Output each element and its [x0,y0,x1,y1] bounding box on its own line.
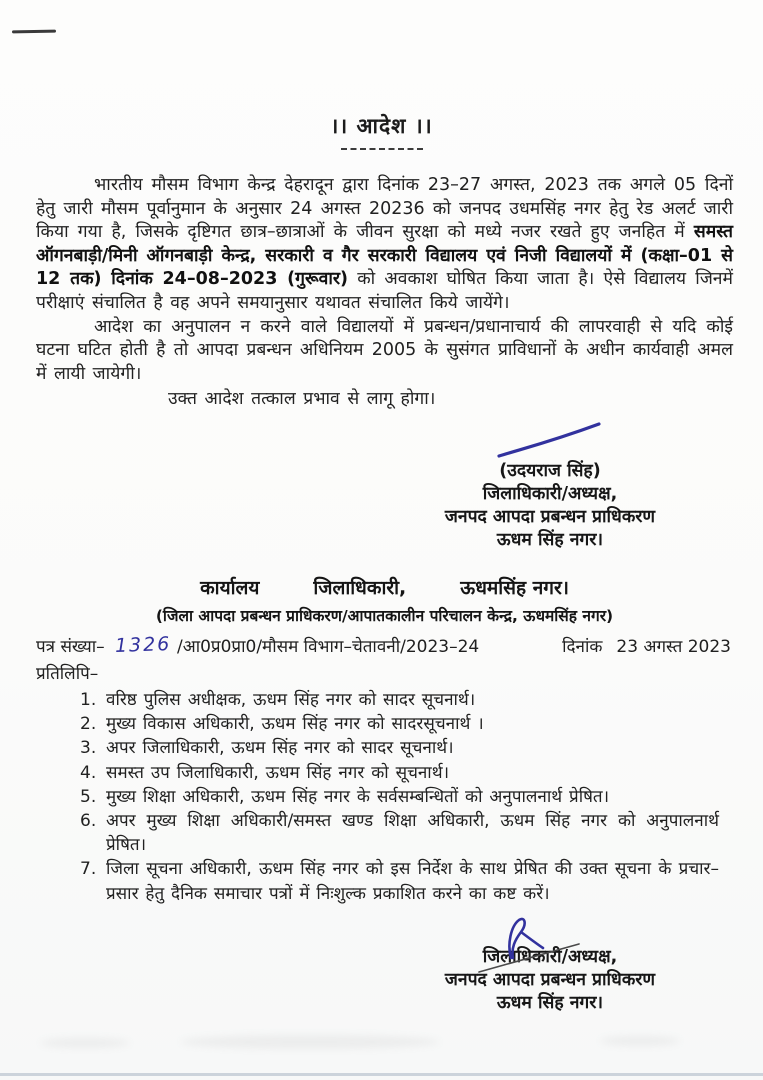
copy-item [80,736,733,760]
signature-block-bottom [405,946,695,1015]
copy-item [80,809,733,857]
copy-item-number: 1. [80,689,97,710]
copies-list [80,688,733,906]
copies-heading: प्रतिलिपि– [36,663,99,684]
copy-item-text: समस्त उप जिलाधिकारी, ऊधम सिंह नगर को सूचनार्थ। [106,762,450,783]
document-body [0,174,763,1015]
scan-smudge [40,1038,130,1048]
office-word: ऊधमसिंह नगर। [460,576,569,599]
date-value: 23 अगस्त 2023 [616,636,731,657]
copy-item-text: अपर जिलाधिकारी, ऊधम सिंह नगर को सादर सूचनार्थ। [106,738,454,759]
copy-item-number: 5. [80,786,97,807]
copy-item-number: 3. [80,738,97,759]
title-block [0,0,763,150]
scan-bottom-edge [0,1073,763,1076]
office-word: जिलाधिकारी, [313,576,407,599]
copy-item-text: वरिष्ठ पुलिस अधीक्षक, ऊधम सिंह नगर को सादर सूचनार्थ। [106,689,476,710]
letter-number-rest: /आ0प्र0प्रा0/मौसम विभाग–चेतावनी/2023–24 [177,636,480,657]
copy-item-text: अपर मुख्य शिक्षा अधिकारी/समस्त खण्ड शिक्षा अधिकारी, ऊधम सिंह नगर को अनुपालनार्थ प्रेषित। [106,810,719,856]
office-heading [36,574,733,626]
paragraph-noncompliance-warning: आदेश का अनुपालन न करने वाले विद्यालयों में प्रबन्धन/प्रधानाचार्य की लापरवाही से यदि कोई घटना घटित होती है तो आपदा प्रबन्धन अधिनियम 2005 के सुसंगत प्राविधानों के अधीन कार्यवाही अमल में लायी जायेगी। [36,316,733,384]
title-underline [341,148,423,150]
copy-item-number: 4. [80,762,97,783]
signature-ink-stroke-icon [495,420,605,460]
copy-item-text: मुख्य विकास अधिकारी, ऊधम सिंह नगर को सादरसूचनार्थ । [106,714,484,735]
copy-item [80,712,733,736]
signatory-district: ऊधम सिंह नगर। [496,992,604,1013]
signature-slash-stroke-icon [475,940,585,974]
office-word: कार्यालय [200,576,260,599]
paragraph-text: भारतीय मौसम विभाग केन्द्र देहरादून द्वारा दिनांक 23–27 अगस्त, 2023 तक अगले 05 दिनों हेतु जारी मौसम पूर्वानुमान के अनुसार 24 अगस्त 20236 को जनपद उधमसिंह नगर हेतु रेड अलर्ट जारी किया गया है, जिसके दृष्टिगत छात्र–छात्राओं के जीवन सुरक्षा को मध्ये नजर रखते हुए जनहित में [36,175,733,243]
signatory-designation: जिलाधिकारी/अध्यक्ष, [482,946,618,967]
paragraph-bold-holiday-declaration: समस्त ऑगनबाड़ी/मिनी ऑगनबाड़ी केन्द्र, सरकारी व गैर सरकारी विद्यालय एवं निजी विद्यालयों में (कक्षा–01 से 12 तक) दिनांक 24–08–2023 (गुरूवार) [36,222,733,290]
letter-reference-line [36,634,733,657]
paragraph-text: को अवकाश घोषित किया जाता है। ऐसे विद्यालय जिनमें परीक्षाएं संचालित है वह अपने समयानुसार यथावत संचालित किये जायेंगे। [36,269,733,313]
paragraph-immediate-effect: उक्त आदेश तत्काल प्रभाव से लागू होगा। [168,389,436,410]
date-label: दिनांक [562,636,603,657]
signatory-authority: जनपद आपदा प्रबन्धन प्राधिकरण [444,506,656,527]
document-title: ।। आदेश ।। [330,114,433,138]
copy-item [80,785,733,809]
signatory-name: (उदयराज सिंह) [499,460,601,481]
signatory-designation: जिलाधिकारी/अध्यक्ष, [482,483,618,504]
copy-item-number: 7. [80,859,97,880]
copy-item-text: जिला सूचना अधिकारी, ऊधम सिंह नगर को इस निर्देश के साथ प्रेषित की उक्त सूचना के प्रचार–प्रसार हेतु दैनिक समाचार पत्रों में निःशुल्क प्रकाशित करने का कष्ट करें। [106,859,719,904]
copy-item-number: 2. [80,714,97,735]
office-subtitle: (जिला आपदा प्रबन्धन प्राधिकरण/आपातकालीन परिचालन केन्द्र, ऊधमसिंह नगर) [155,606,614,625]
office-title-line [36,574,733,600]
signature-block-top [405,418,695,552]
scan-smudge [180,1035,440,1049]
letter-number-label: पत्र संख्या– [36,636,105,657]
scan-smudge [600,1036,680,1046]
signatory-authority: जनपद आपदा प्रबन्धन प्राधिकरण [444,969,656,990]
copy-item [80,688,733,712]
signatory-district: ऊधम सिंह नगर। [496,529,604,550]
paragraph-weather-order [36,174,733,316]
copy-item [80,761,733,785]
copy-item-number: 6. [80,810,97,831]
copy-item [80,857,733,905]
copy-item-text: मुख्य शिक्षा अधिकारी, ऊधम सिंह नगर के सर्वसम्बन्धितों को अनुपालनार्थ प्रेषित। [106,786,610,807]
signature-stroke-wrap [405,418,695,458]
letter-number-handwritten: 1326 [114,632,172,657]
